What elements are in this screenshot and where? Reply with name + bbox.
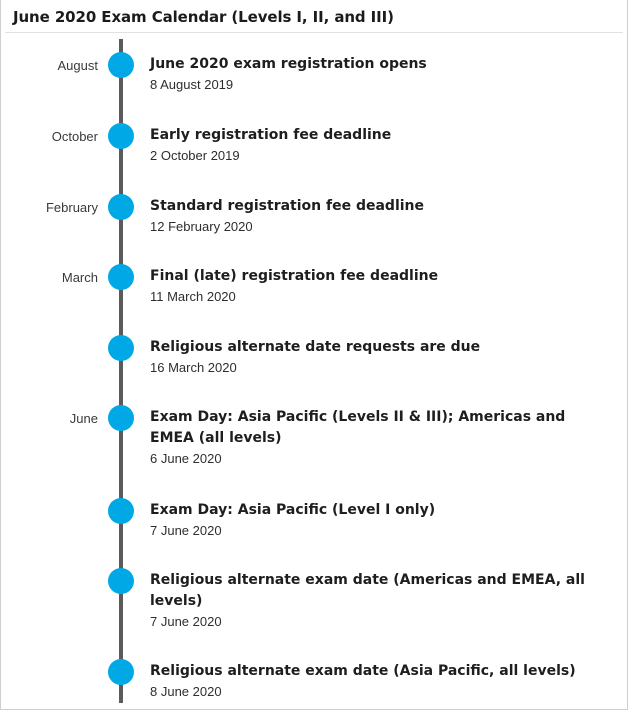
event-date: 8 June 2020 [150,684,222,699]
event-title: Religious alternate date requests are due [150,339,481,355]
event-title: Standard registration fee deadline [150,198,425,214]
timeline-dot [108,335,134,361]
timeline-event [0,409,632,474]
timeline-dot [108,52,134,78]
event-title: Religious alternate exam date (Asia Pacific, all levels) [150,663,576,679]
event-date: 7 June 2020 [150,523,222,538]
event-title: Exam Day: Asia Pacific (Level I only) [150,502,436,518]
event-title: Final (late) registration fee deadline [150,268,439,284]
event-date: 7 June 2020 [150,614,222,629]
event-title: Early registration fee deadline [150,127,392,143]
event-date: 12 February 2020 [150,219,253,234]
event-date: 11 March 2020 [150,289,236,304]
timeline-event [0,268,632,333]
timeline-event [0,663,632,728]
title-divider [5,32,623,33]
timeline-event [0,198,632,263]
timeline-dot [108,405,134,431]
timeline-dot [108,194,134,220]
timeline-event [0,127,632,192]
event-month: August [57,58,98,73]
timeline-dot [108,264,134,290]
timeline-event [0,502,632,567]
calendar-title: June 2020 Exam Calendar (Levels I, II, and III) [13,8,394,26]
event-title: June 2020 exam registration opens [150,56,427,72]
event-date: 8 August 2019 [150,77,234,92]
timeline-event [0,572,632,637]
timeline-event [0,56,632,121]
timeline-dot [108,498,134,524]
timeline-dot [108,123,134,149]
event-title: Exam Day: Asia Pacific (Levels II & III); Americas and EMEA (all levels) [150,409,566,446]
timeline-dot [108,659,134,685]
event-date: 2 October 2019 [150,148,240,163]
event-date: 6 June 2020 [150,451,222,466]
timeline-dot [108,568,134,594]
timeline-event [0,339,632,404]
event-month: March [61,270,98,285]
event-month: February [45,200,98,215]
event-title: Religious alternate exam date (Americas and EMEA, all levels) [150,572,585,609]
event-month: June [69,411,98,426]
event-date: 16 March 2020 [150,360,237,375]
event-month: October [51,129,98,144]
